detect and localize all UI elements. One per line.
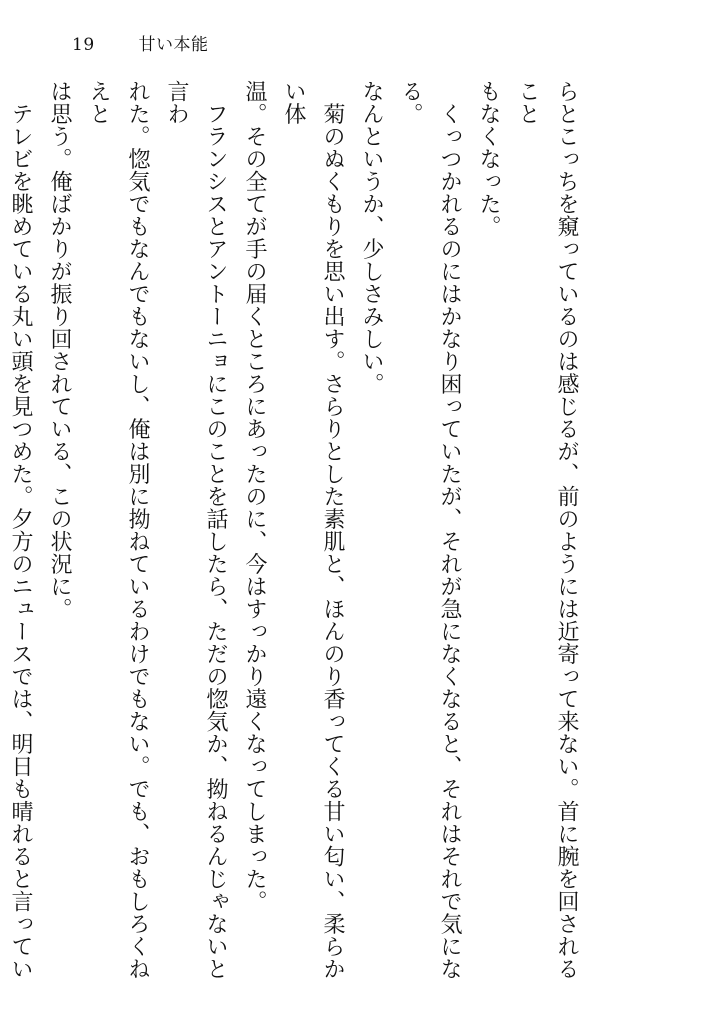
paragraph-line: なんというか、少しさみしい。: [359, 80, 384, 395]
paragraph-line: テレビを眺めている丸い頭を見つめた。夕方のニュースでは、明日も晴れると言ってい: [8, 102, 33, 980]
paragraph-line: 温。その全てが手の届くところにあったのに、今はすっかり遠くなってしまった。: [242, 80, 267, 913]
body-text: [8, 80, 586, 1000]
paragraph-line: 菊のぬくもりを思い出す。さらりとした素肌と、ほんのり香ってくる甘い匂い、柔らかい体: [281, 80, 345, 980]
paragraph-line: は思う。俺ばかりが振り回されている、この状況に。: [47, 80, 72, 620]
paragraph-line: れた。惚気でもなんでもないし、俺は別に拗ねているわけでもない。でも、おもしろくねえと: [86, 80, 150, 980]
page-header: [72, 30, 209, 55]
paragraph-line: フランシスとアントーニョにこのことを話したら、ただの惚気か、拗ねるんじゃないと言わ: [164, 80, 228, 980]
page-number: 19: [72, 35, 95, 55]
paragraph-line: らとこっちを窺っているのは感じるが、前のようには近寄って来ない。首に腕を回されること: [515, 80, 579, 980]
paragraph-line: くっつかれるのにはかなり困っていたが、それが急になくなると、それはそれで気になる。: [398, 80, 462, 980]
paragraph-line: もなくなった。: [476, 80, 501, 238]
chapter-title: 甘い本能: [138, 35, 209, 55]
